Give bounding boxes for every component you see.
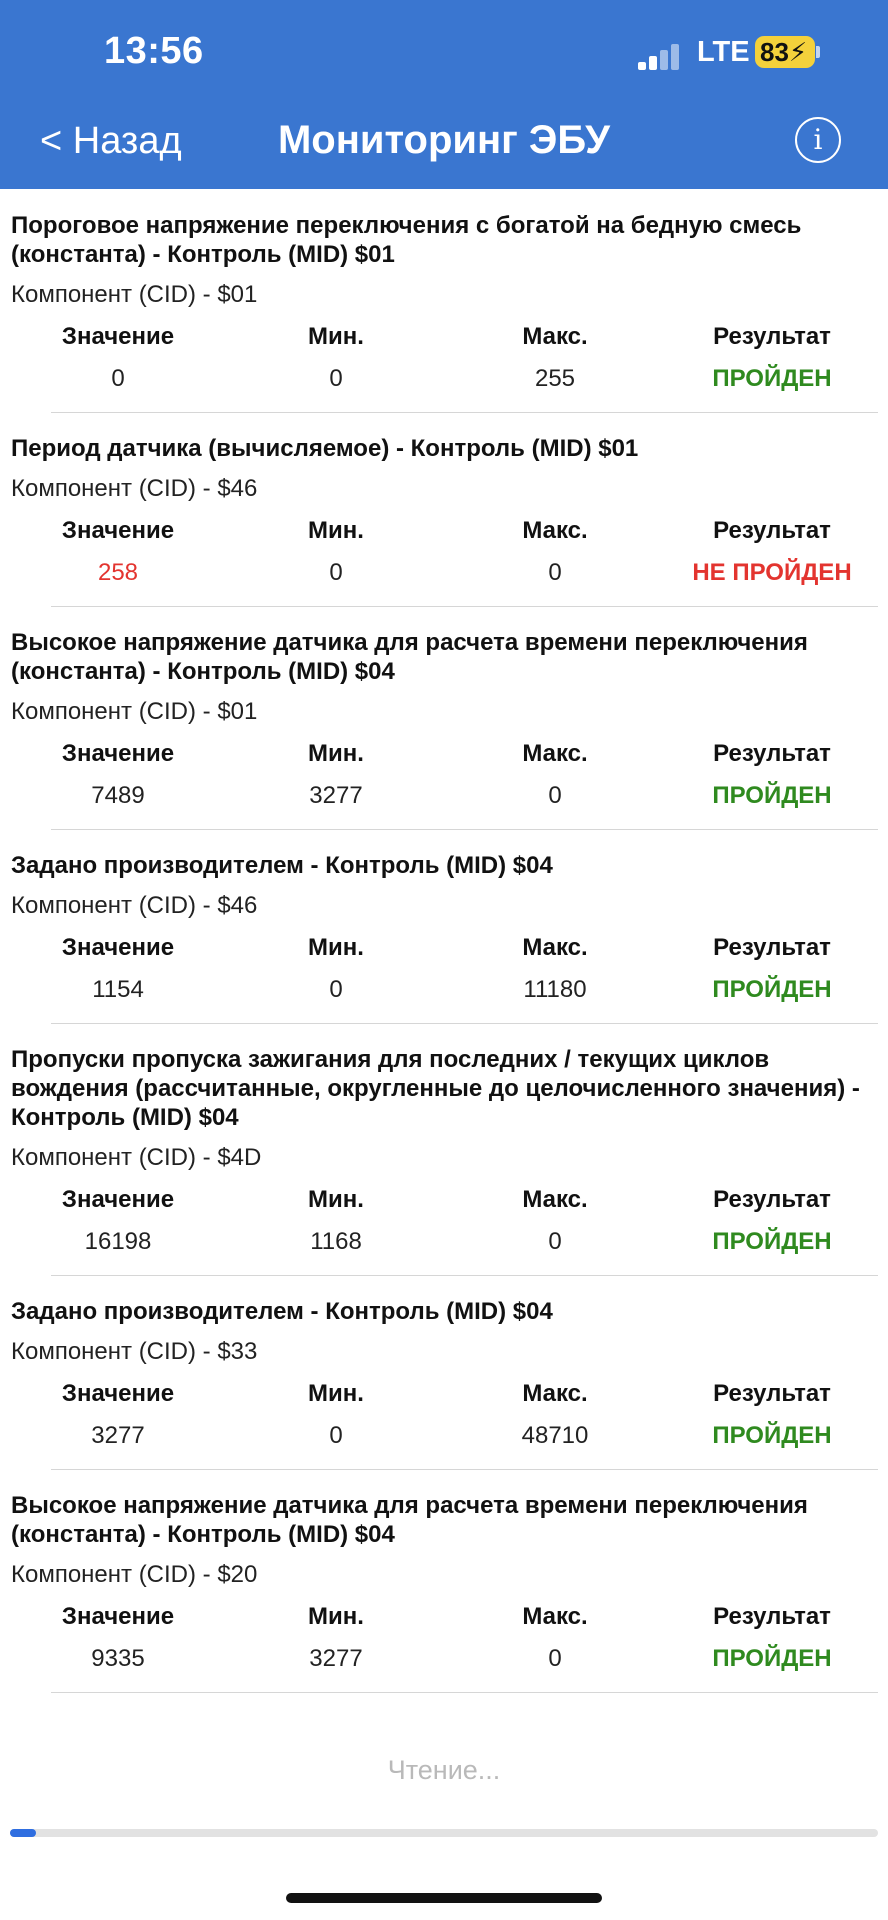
min-column [225, 516, 447, 588]
test-item [0, 606, 888, 829]
value-cell: 3277 [91, 1422, 145, 1449]
min-cell: 0 [329, 1422, 343, 1449]
min-cell: 0 [329, 365, 343, 392]
component-id: Компонент (CID) - $46 [11, 892, 258, 919]
test-item [0, 189, 888, 412]
test-title: Задано производителем - Контроль (MID) $04 [11, 1298, 553, 1325]
value-cell: 9335 [91, 1645, 145, 1672]
result-grid [11, 933, 878, 1005]
result-column [663, 1185, 881, 1257]
max-column [447, 1379, 663, 1451]
value-column [11, 1602, 225, 1674]
test-item [0, 1023, 888, 1275]
page-title: Мониторинг ЭБУ [277, 118, 611, 162]
network-type: LTE [697, 36, 750, 68]
result-column [663, 1379, 881, 1451]
home-indicator [286, 1893, 602, 1903]
progress-fill [10, 1829, 36, 1837]
min-label: Мин. [308, 323, 364, 350]
test-item [0, 412, 888, 606]
max-column [447, 1185, 663, 1257]
max-label: Макс. [522, 517, 588, 544]
test-title: Пороговое напряжение переключения с богатой на бедную смесь (константа) - Контроль (MID) $01 [11, 212, 802, 268]
value-column [11, 322, 225, 394]
min-label: Мин. [308, 1603, 364, 1630]
value-label: Значение [61, 1186, 175, 1213]
max-label: Макс. [522, 934, 588, 961]
value-label: Значение [61, 1603, 175, 1630]
component-id: Компонент (CID) - $01 [11, 281, 258, 308]
component-id: Компонент (CID) - $33 [11, 1338, 258, 1365]
max-cell: 0 [548, 782, 562, 809]
min-column [225, 1185, 447, 1257]
result-column [663, 516, 881, 588]
max-column [447, 322, 663, 394]
max-label: Макс. [522, 1603, 588, 1630]
value-cell: 1154 [92, 976, 144, 1003]
max-column [447, 933, 663, 1005]
min-cell: 3277 [309, 782, 363, 809]
value-column [11, 933, 225, 1005]
value-cell: 0 [111, 365, 125, 392]
monitor-list [0, 189, 888, 1692]
test-title: Задано производителем - Контроль (MID) $04 [11, 852, 553, 879]
result-status: ПРОЙДЕН [712, 1645, 832, 1672]
battery-icon: 83⚡ [755, 36, 815, 68]
result-status: ПРОЙДЕН [712, 976, 832, 1003]
max-cell: 0 [548, 1228, 562, 1255]
value-cell: 7489 [91, 782, 145, 809]
battery-level: 83 [760, 37, 789, 67]
result-column [663, 739, 881, 811]
result-status: НЕ ПРОЙДЕН [692, 559, 852, 586]
min-cell: 0 [329, 559, 343, 586]
value-label: Значение [61, 934, 175, 961]
min-column [225, 739, 447, 811]
max-cell: 0 [548, 559, 562, 586]
test-title: Период датчика (вычисляемое) - Контроль (MID) $01 [11, 435, 639, 462]
value-cell: 16198 [84, 1228, 152, 1255]
min-label: Мин. [308, 1186, 364, 1213]
value-label: Значение [61, 740, 175, 767]
test-title: Высокое напряжение датчика для расчета времени переключения (константа) - Контроль (MID) $04 [11, 629, 808, 685]
app-header [0, 0, 888, 189]
progress-bar [10, 1829, 878, 1837]
value-label: Значение [61, 517, 175, 544]
result-label: Результат [713, 1380, 831, 1407]
component-id: Компонент (CID) - $20 [11, 1561, 258, 1588]
result-grid [11, 516, 878, 588]
value-column [11, 1379, 225, 1451]
test-item [0, 829, 888, 1023]
min-cell: 0 [329, 976, 343, 1003]
result-column [663, 322, 881, 394]
min-column [225, 322, 447, 394]
item-divider [51, 1692, 878, 1693]
min-cell: 1168 [310, 1228, 362, 1255]
result-label: Результат [713, 1186, 831, 1213]
max-label: Макс. [522, 1186, 588, 1213]
value-column [11, 1185, 225, 1257]
max-column [447, 1602, 663, 1674]
min-label: Мин. [308, 1380, 364, 1407]
result-column [663, 933, 881, 1005]
min-label: Мин. [308, 740, 364, 767]
component-id: Компонент (CID) - $46 [11, 475, 258, 502]
result-label: Результат [713, 934, 831, 961]
max-cell: 0 [548, 1645, 562, 1672]
result-label: Результат [713, 517, 831, 544]
test-item [0, 1275, 888, 1469]
max-label: Макс. [522, 740, 588, 767]
min-label: Мин. [308, 517, 364, 544]
min-label: Мин. [308, 934, 364, 961]
status-time: 13:56 [104, 30, 204, 72]
max-cell: 11180 [523, 976, 587, 1003]
result-label: Результат [713, 1603, 831, 1630]
result-grid [11, 739, 878, 811]
value-cell: 258 [97, 559, 139, 586]
result-label: Результат [713, 323, 831, 350]
signal-icon [638, 40, 686, 70]
value-label: Значение [61, 323, 175, 350]
result-status: ПРОЙДЕН [712, 365, 832, 392]
result-label: Результат [713, 740, 831, 767]
info-icon[interactable]: i [795, 117, 841, 163]
result-status: ПРОЙДЕН [712, 1228, 832, 1255]
result-status: ПРОЙДЕН [712, 1422, 832, 1449]
value-column [11, 516, 225, 588]
component-id: Компонент (CID) - $4D [11, 1144, 262, 1171]
max-column [447, 739, 663, 811]
result-grid [11, 1602, 878, 1674]
result-grid [11, 1185, 878, 1257]
min-column [225, 933, 447, 1005]
loading-text: Чтение... [387, 1755, 501, 1785]
result-grid [11, 1379, 878, 1451]
max-column [447, 516, 663, 588]
max-label: Макс. [522, 1380, 588, 1407]
min-cell: 3277 [309, 1645, 363, 1672]
result-status: ПРОЙДЕН [712, 782, 832, 809]
back-button[interactable]: < Назад [40, 120, 182, 162]
component-id: Компонент (CID) - $01 [11, 698, 258, 725]
test-item [0, 1469, 888, 1692]
test-title: Высокое напряжение датчика для расчета времени переключения (константа) - Контроль (MID) $04 [11, 1492, 808, 1548]
min-column [225, 1379, 447, 1451]
max-cell: 48710 [521, 1422, 589, 1449]
result-grid [11, 322, 878, 394]
max-label: Макс. [522, 323, 588, 350]
test-title: Пропуски пропуска зажигания для последних / текущих циклов вождения (рассчитанные, округленные до целочисленного значения) - Контроль (MID) $04 [11, 1046, 860, 1131]
value-column [11, 739, 225, 811]
max-cell: 255 [534, 365, 576, 392]
min-column [225, 1602, 447, 1674]
result-column [663, 1602, 881, 1674]
value-label: Значение [61, 1380, 175, 1407]
battery-cap [816, 46, 820, 58]
